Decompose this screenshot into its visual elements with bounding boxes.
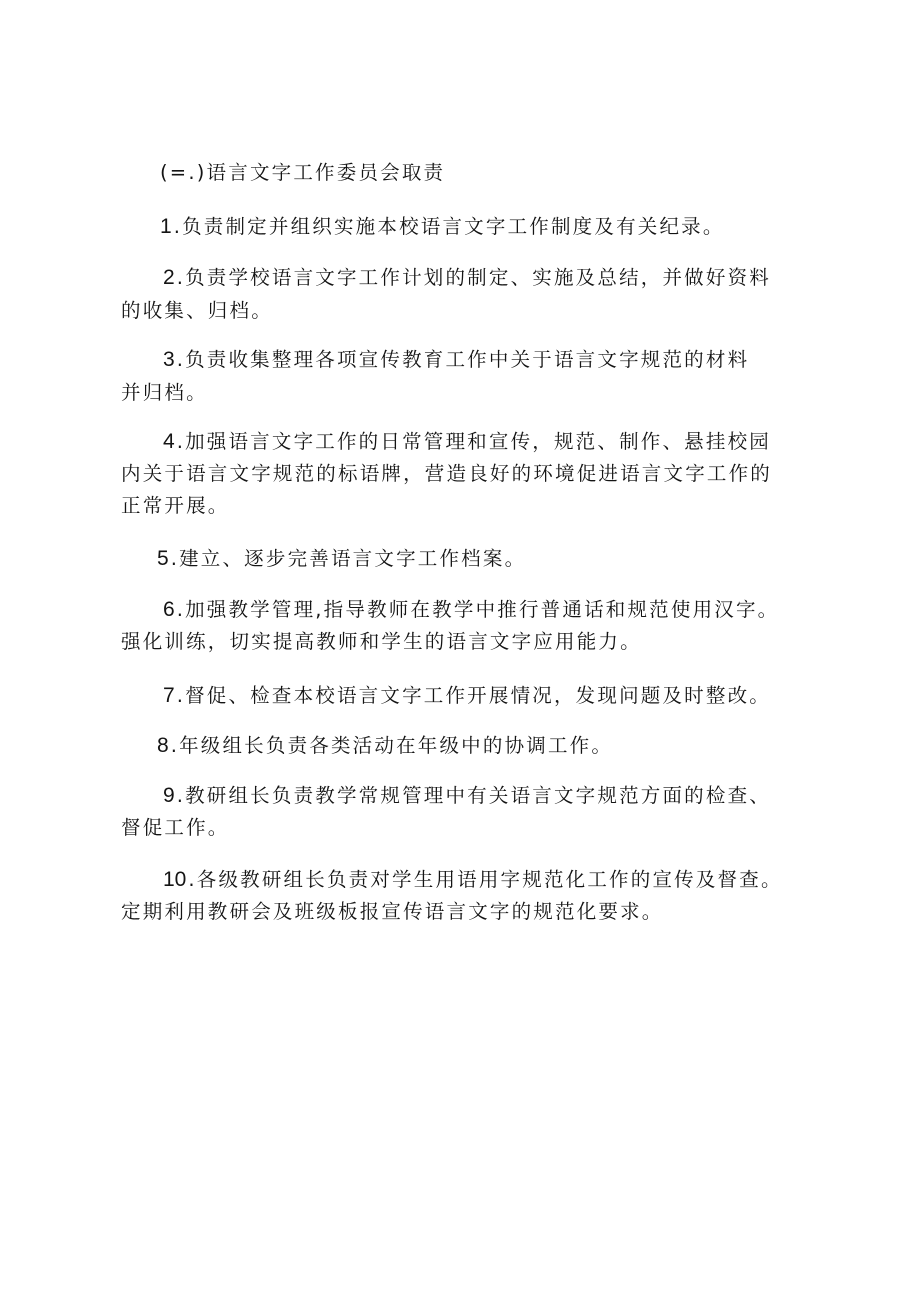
item-number: 2 (163, 266, 175, 289)
item-number: 7 (163, 684, 175, 707)
item-continuation: 强化训练，切实提高教师和学生的语言文字应用能力。 (121, 630, 642, 653)
item-number: 3 (163, 348, 175, 371)
item-text: .加强语言文字工作的日常管理和宣传，规范、制作、悬挂校园 (176, 430, 771, 453)
list-item (157, 730, 613, 762)
item-text: .负责收集整理各项宣传教育工作中关于语言文字规范的材料 (176, 348, 750, 371)
item-text: .各级教研组长负责对学生用语用字规范化工作的宣传及督查。 (188, 868, 783, 891)
list-item (163, 864, 783, 896)
item-text: .加强教学管理,指导教师在教学中推行普通话和规范使用汉字。 (176, 598, 780, 621)
item-continuation: 定期利用教研会及班级板报宣传语言文字的规范化要求。 (121, 900, 664, 923)
list-item (163, 344, 749, 376)
item-text: .建立、逐步完善语言文字工作档案。 (170, 547, 527, 570)
list-item (163, 426, 771, 458)
item-continuation: 并归档。 (121, 381, 208, 404)
item-number: 5 (157, 547, 169, 570)
list-item (163, 594, 779, 626)
item-continuation: 督促工作。 (121, 816, 230, 839)
item-number: 8 (157, 734, 169, 757)
item-text: .督促、检查本校语言文字工作开展情况，发现问题及时整改。 (176, 684, 771, 707)
item-continuation: 内关于语言文字规范的标语牌，营造良好的环境促进语言文字工作的 (121, 462, 773, 485)
item-text: .负责制定并组织实施本校语言文字工作制度及有关纪录。 (173, 215, 725, 238)
item-continuation: 的收集、归档。 (121, 299, 273, 322)
item-number: 1 (160, 215, 172, 238)
list-item (163, 780, 771, 812)
item-continuation: 正常开展。 (121, 494, 230, 517)
item-text: .教研组长负责教学常规管理中有关语言文字规范方面的检查、 (176, 784, 771, 807)
list-item (160, 211, 725, 243)
list-item (163, 262, 771, 294)
list-item (157, 543, 526, 575)
item-number: 10 (163, 868, 187, 891)
item-number: 6 (163, 598, 175, 621)
list-item (163, 680, 771, 712)
item-number: 9 (163, 784, 175, 807)
item-text: .负责学校语言文字工作计划的制定、实施及总结，并做好资料 (176, 266, 771, 289)
item-text: .年级组长负责各类活动在年级中的协调工作。 (170, 734, 614, 757)
item-number: 4 (163, 430, 175, 453)
section-heading: (=.)语言文字工作委员会取责 (160, 161, 446, 184)
